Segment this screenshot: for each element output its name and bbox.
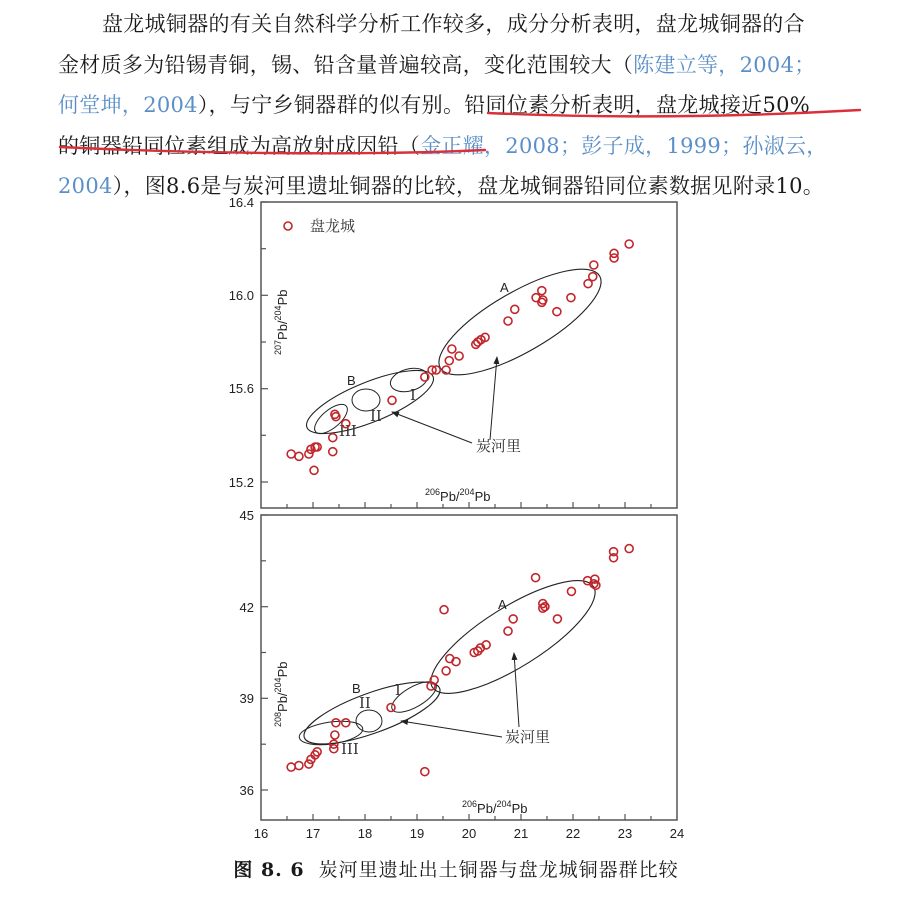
- x-tick-labels: [254, 826, 684, 841]
- data-point: [442, 667, 450, 675]
- plot-frame: [261, 515, 677, 820]
- data-point: [472, 340, 480, 348]
- arrow-to-a: [514, 653, 519, 727]
- plot-frame: [261, 202, 677, 508]
- svg-text:23: 23: [617, 826, 633, 841]
- data-point: [625, 545, 633, 553]
- field-ellipse-a: [417, 561, 610, 713]
- data-point: [532, 574, 540, 582]
- highlighted-text: 的铜器铅同位素组成为高放射成因铅（: [58, 133, 421, 158]
- citation-link[interactable]: 何堂坤，2004: [58, 93, 198, 117]
- data-point: [538, 287, 546, 295]
- text-run: 金材质多为铅锡青铜，锡、铅含量普遍较高，变化范围较大（: [58, 52, 634, 77]
- svg-text:16: 16: [253, 826, 269, 841]
- arrow-label: 炭河里: [476, 437, 522, 455]
- figure-title: 炭河里遗址出土铜器与盘龙城铜器群比较: [318, 859, 679, 881]
- field-label-b: B: [352, 681, 361, 696]
- data-point: [504, 627, 512, 635]
- citation-link[interactable]: 2004: [58, 174, 113, 198]
- y-tick-label: 16.4: [228, 195, 254, 210]
- subfield-label-ii: II: [359, 694, 371, 712]
- arrow-to-b: [392, 412, 472, 443]
- data-point: [287, 763, 295, 771]
- field-label-a: A: [500, 280, 509, 295]
- data-point: [310, 466, 318, 474]
- citation-link[interactable]: 金正耀，2008；彭子成，1999；孙淑云，: [420, 133, 828, 158]
- x-ticks: [287, 502, 651, 508]
- field-label-a: A: [498, 597, 507, 612]
- citation-link[interactable]: 陈建立等，2004；: [633, 52, 816, 77]
- data-point: [387, 704, 395, 712]
- data-point: [589, 273, 597, 281]
- subfield-label-iii: III: [341, 740, 359, 758]
- data-point: [287, 450, 295, 458]
- chart-207pb-vs-206pb: [229, 195, 677, 508]
- data-point: [590, 261, 598, 269]
- svg-text:20: 20: [461, 826, 477, 841]
- x-axis-label: $^{206}$Pb/$^{204}$Pb: [425, 487, 491, 504]
- data-point: [567, 294, 575, 302]
- y-ticks: [261, 515, 268, 790]
- subfield-ellipse-i: [388, 364, 430, 395]
- y-tick-label: 36: [239, 783, 254, 798]
- data-point: [295, 452, 303, 460]
- text-run: ），与宁乡铜器群的似有别。: [197, 93, 465, 117]
- highlighted-text: 铅同位素分析表明，盘龙城接近50%: [464, 93, 811, 117]
- subfield-label-i: I: [395, 681, 401, 699]
- data-point: [455, 352, 463, 360]
- x-axis-label: $^{206}$Pb/$^{204}$Pb: [462, 799, 528, 816]
- subfield-label-iii: III: [339, 422, 357, 440]
- text-run: ），图8.6是与炭河里遗址铜器的比较，盘龙城铜器铅同位素数据见附录10。: [112, 174, 825, 198]
- data-point: [421, 768, 429, 776]
- field-ellipse-a: [425, 250, 614, 394]
- field-label-b: B: [347, 373, 356, 388]
- data-point: [553, 615, 561, 623]
- arrow-to-a: [490, 357, 497, 440]
- data-point: [553, 308, 561, 316]
- subfield-label-i: I: [410, 386, 416, 404]
- data-point: [295, 762, 303, 770]
- figure-number: 图 8. 6: [233, 859, 305, 881]
- data-point: [445, 357, 453, 365]
- data-point: [331, 731, 339, 739]
- text-run: 盘龙城铜器的有关自然科学分析工作较多，成分分析表明，盘龙城铜器的合: [102, 12, 805, 36]
- data-point: [509, 615, 517, 623]
- subfield-label-ii: II: [370, 407, 382, 425]
- arrow-to-b: [401, 721, 502, 737]
- data-point: [625, 240, 633, 248]
- svg-text:207Pb/204Pb: $^{207}$Pb/$^{204}$Pb: [273, 289, 290, 355]
- data-point: [448, 345, 456, 353]
- y-ticks: [261, 202, 268, 482]
- chart-208pb-vs-206pb: [240, 508, 685, 841]
- field-ellipse-b: [299, 358, 440, 446]
- figure-caption: [0, 855, 912, 882]
- x-ticks: [287, 814, 651, 820]
- svg-text:24: 24: [669, 826, 685, 841]
- data-point: [342, 719, 350, 727]
- data-point: [329, 448, 337, 456]
- svg-text:18: 18: [357, 826, 373, 841]
- y-tick-label: 45: [239, 508, 254, 523]
- data-point: [511, 305, 519, 313]
- y-axis-label: [273, 290, 290, 355]
- data-point: [329, 434, 337, 442]
- legend-label: 盘龙城: [310, 217, 356, 235]
- legend-marker: [284, 222, 292, 230]
- svg-text:17: 17: [305, 826, 321, 841]
- y-tick-label: 16.0: [228, 288, 254, 303]
- data-points-panlongcheng: [287, 545, 633, 776]
- y-tick-label: 39: [239, 691, 254, 706]
- y-tick-label: 42: [239, 600, 254, 615]
- svg-text:208Pb/204Pb: $^{208}$Pb/$^{204}$Pb: [273, 661, 290, 727]
- svg-text:21: 21: [513, 826, 529, 841]
- y-tick-label: 15.2: [228, 475, 254, 490]
- data-point: [504, 317, 512, 325]
- data-point: [567, 587, 575, 595]
- subfield-ellipse-ii: [356, 710, 382, 732]
- data-point: [440, 606, 448, 614]
- y-tick-label: 15.6: [228, 381, 254, 396]
- arrow-label: 炭河里: [505, 728, 551, 746]
- svg-text:22: 22: [565, 826, 581, 841]
- y-axis-label: [273, 662, 290, 727]
- data-point: [332, 719, 340, 727]
- svg-text:19: 19: [409, 826, 425, 841]
- data-point: [388, 396, 396, 404]
